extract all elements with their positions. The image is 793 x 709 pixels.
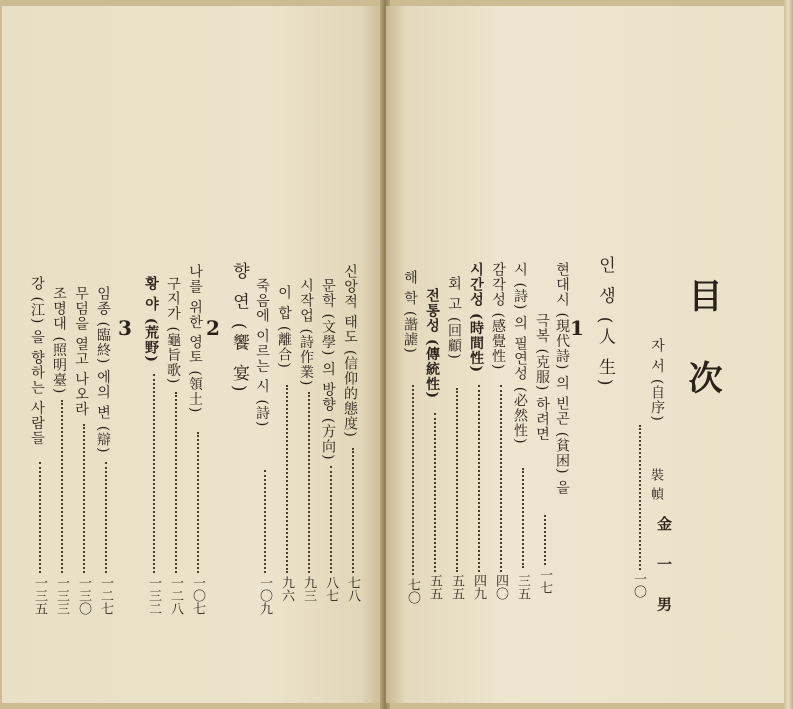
section-number: 1: [570, 316, 584, 340]
leader-dots: [83, 424, 85, 573]
toc-page: 一二八: [168, 576, 183, 615]
preface-entry: 자 서 (自序): [649, 338, 665, 422]
toc-page: 四〇: [493, 574, 508, 600]
leader-dots: [105, 462, 107, 573]
toc-entry: 나를 위한 영토 (領土): [187, 264, 203, 414]
toc-entry: 강 (江) 을 향하는 사람들: [29, 276, 45, 446]
toc-entry: 극복 (克服) 하려면: [534, 313, 550, 442]
toc-page: 九三: [301, 576, 316, 602]
toc-page: 一三二: [146, 576, 161, 615]
toc-entry: 문학 (文學) 의 방향 (方向): [320, 278, 336, 461]
leader-dots: [639, 425, 641, 570]
toc-page: 八七: [323, 576, 338, 602]
preface-page: 一〇: [631, 572, 646, 598]
section-number: 3: [118, 316, 132, 340]
leader-dots: [434, 413, 436, 572]
page-title: 目 次: [682, 278, 722, 412]
toc-entry: 해 학 (諧謔): [402, 270, 418, 354]
toc-entry: 시간성 (時間性): [468, 262, 484, 374]
leader-dots: [153, 374, 155, 573]
toc-entry: 감각성 (感覺性): [490, 262, 506, 371]
toc-page: 一二七: [98, 576, 113, 615]
toc-page: 七〇: [405, 578, 420, 604]
leader-dots: [500, 385, 502, 572]
binding-name: 金 一 男: [655, 516, 673, 622]
toc-entry: 시작업 (詩作業): [298, 278, 314, 387]
toc-page: 九六: [279, 576, 294, 602]
leader-dots: [522, 468, 524, 568]
toc-entry: 죽음에 이르는 시 (詩): [254, 278, 270, 428]
leader-dots: [175, 392, 177, 573]
page-edge: [784, 0, 793, 709]
toc-entry: 무덤을 열고 나오라: [73, 286, 89, 417]
toc-page: 一〇九: [257, 576, 272, 615]
chapter-heading: 향 연 (饗 宴): [229, 262, 249, 396]
leader-dots: [39, 462, 41, 573]
toc-page: 五五: [449, 574, 464, 600]
toc-entry: 전통성 (傳統性): [424, 288, 440, 400]
toc-entry: 시 (詩) 의 필연성 (必然性): [512, 262, 528, 445]
toc-page: 一三〇: [76, 576, 91, 615]
toc-entry: 임종 (臨終) 에의 변 (辯): [95, 286, 111, 454]
leader-dots: [286, 385, 288, 573]
leader-dots: [308, 392, 310, 573]
toc-page: 四九: [471, 574, 486, 600]
chapter-heading: 인 생 (人 生): [595, 256, 615, 390]
leader-dots: [264, 470, 266, 573]
toc-page: 三五: [515, 574, 530, 600]
toc-entry: 이 합 (離合): [276, 285, 292, 369]
leader-dots: [352, 448, 354, 573]
binding-label: 裝 幀: [648, 468, 663, 502]
toc-entry: 황 야 (荒野): [143, 276, 159, 363]
section-number: 2: [206, 316, 220, 340]
toc-page: 七八: [345, 576, 360, 602]
leader-dots: [478, 385, 480, 572]
toc-page: 一七: [537, 568, 552, 594]
toc-page: 一三五: [32, 576, 47, 615]
leader-dots: [61, 400, 63, 573]
leader-dots: [412, 385, 414, 575]
toc-entry: 현대시 (現代詩) 의 빈곤 (貧困) 을: [554, 262, 570, 496]
leader-dots: [330, 466, 332, 573]
toc-page: 一三三: [54, 576, 69, 615]
toc-page: 一〇七: [190, 576, 205, 615]
toc-entry: 신앙적 태도 (信仰的態度): [342, 264, 358, 438]
toc-entry: 조명대 (照明臺): [51, 286, 67, 395]
toc-entry: 구지가 (龜旨歌): [165, 276, 181, 385]
leader-dots: [544, 515, 546, 565]
toc-entry: 회 고 (回顧): [446, 276, 462, 360]
leader-dots: [456, 388, 458, 572]
leader-dots: [197, 432, 199, 573]
toc-page: 五五: [427, 574, 442, 600]
